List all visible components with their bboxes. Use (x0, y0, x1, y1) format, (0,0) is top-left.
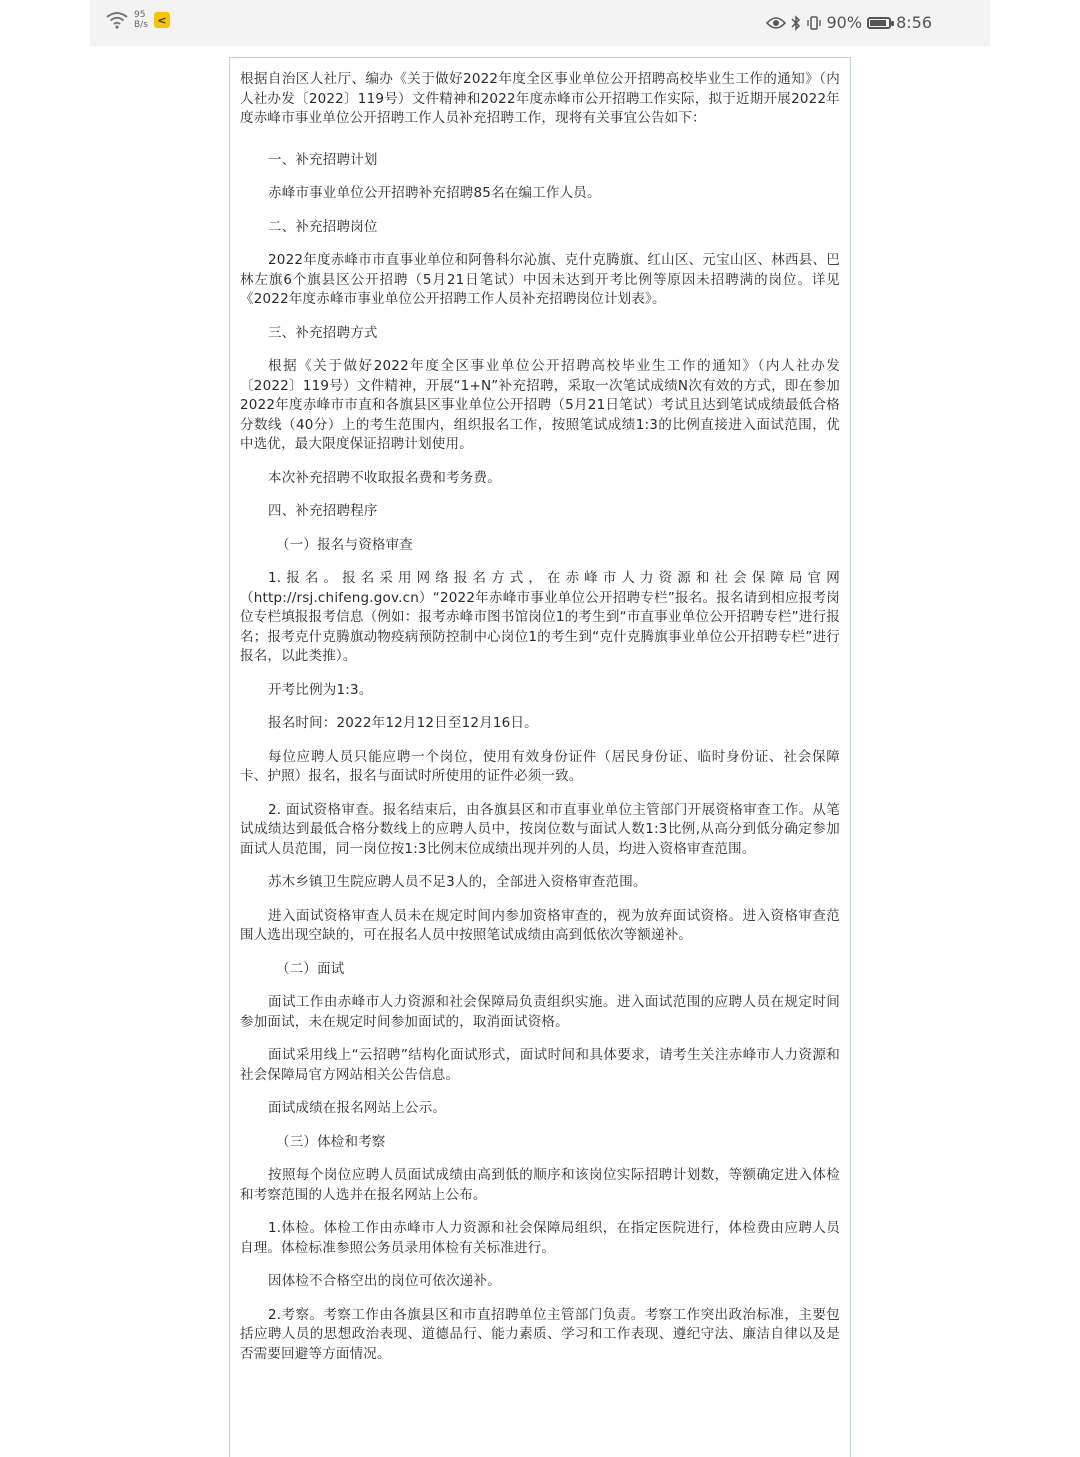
document-page (229, 57, 851, 1457)
section-heading-3: 三、补充招聘方式 (268, 324, 378, 341)
status-bar-right (766, 13, 933, 32)
bluetooth-icon (791, 15, 801, 31)
notification-app-glyph: < (157, 13, 167, 27)
paragraph: 报名时间：2022年12月12日至12月16日。 (268, 715, 538, 731)
paragraph: 每位应聘人员只能应聘一个岗位，使用有效身份证件（居民身份证、临时身份证、社会保障卡、护照）报名，报名与面试时所使用的证件必须一致。 (240, 748, 840, 784)
paragraph: 进入面试资格审查人员未在规定时间内参加资格审查的，视为放弃面试资格。进入资格审查范围人选出现空缺的，可在报名人员中按照笔试成绩由高到低依次等额递补。 (240, 907, 840, 943)
subsection-heading-2: （二）面试 (276, 960, 345, 977)
paragraph: 面试采用线上“云招聘”结构化面试形式，面试时间和具体要求，请考生关注赤峰市人力资源和社会保障局官方网站相关公告信息。 (240, 1047, 840, 1083)
eye-icon (766, 16, 786, 30)
intro-paragraph: 根据自治区人社厅、编办《关于做好2022年度全区事业单位公开招聘高校毕业生工作的通知》（内人社办发〔2022〕119号）文件精神和2022年度赤峰市公开招聘工作实际，拟于近期开展2022年度赤峰市事业单位公开招聘工作人员补充招聘工作，现将有关事宜公告如下： (240, 71, 840, 126)
clock: 8:56 (896, 13, 932, 32)
paragraph: 因体检不合格空出的岗位可依次递补。 (268, 1273, 501, 1289)
network-speed (134, 10, 148, 30)
paragraph: 赤峰市事业单位公开招聘补充招聘85名在编工作人员。 (268, 185, 601, 201)
battery-percent: 90% (826, 13, 863, 32)
paragraph: 开考比例为1:3。 (268, 681, 373, 698)
paragraph: 2.考察。考察工作由各旗县区和市直招聘单位主管部门负责。考察工作突出政治标准，主要包括应聘人员的思想政治表现、道德品行、能力素质、学习和工作表现、遵纪守法、廉洁自律以及是否需要回避等方面情况。 (240, 1306, 840, 1362)
paragraph: 1.体检。体检工作由赤峰市人力资源和社会保障局组织，在指定医院进行，体检费由应聘人员自理。体检标准参照公务员录用体检有关标准进行。 (240, 1220, 840, 1256)
section-heading-1: 一、补充招聘计划 (268, 151, 378, 168)
battery-level-fill (870, 20, 886, 26)
paragraph: 1.报名。报名采用网络报名方式，在赤峰市人力资源和社会保障局官网（http://rsj.chifeng.gov.cn）“2022年赤峰市事业单位公开招聘专栏”报名。报名请到相应报考岗位专栏填报报考信息（例如：报考赤峰市图书馆岗位1的考生到“市直事业单位公开招聘专栏”进行报名；报考克什克腾旗动物疫病预防控制中心岗位1的考生到“克什克腾旗事业单位公开招聘专栏”进行报名，以此类推）。 (240, 570, 840, 664)
paragraph: 本次补充招聘不收取报名费和考务费。 (268, 469, 501, 486)
paragraph: 面试工作由赤峰市人力资源和社会保障局负责组织实施。进入面试范围的应聘人员在规定时间参加面试，未在规定时间参加面试的，取消面试资格。 (240, 994, 840, 1030)
notification-app-icon (154, 12, 170, 28)
status-bar (90, 0, 990, 46)
paragraph: 2022年度赤峰市市直事业单位和阿鲁科尔沁旗、克什克腾旗、红山区、元宝山区、林西县、巴林左旗6个旗县区公开招聘（5月21日笔试）中因未达到开考比例等原因未招聘满的岗位。详见《2022年度赤峰市事业单位公开招聘工作人员补充招聘岗位计划表》。 (240, 252, 840, 307)
wifi-icon (106, 11, 128, 29)
vibrate-icon (806, 15, 822, 31)
status-bar-left (106, 10, 170, 30)
network-speed-value: 95 (134, 10, 146, 20)
section-heading-4: 四、补充招聘程序 (268, 503, 378, 519)
paragraph: 面试成绩在报名网站上公示。 (268, 1100, 447, 1116)
paragraph: 2. 面试资格审查。报名结束后，由各旗县区和市直事业单位主管部门开展资格审查工作。从笔试成绩达到最低合格分数线上的应聘人员中，按岗位数与面试人数1:3比例,从高分到低分确定参加面试人员范围，同一岗位按1:3比例末位成绩出现并列的人员，均进入资格审查范围。 (240, 801, 840, 857)
subsection-heading-3: （三）体检和考察 (276, 1133, 386, 1150)
battery-icon (867, 17, 891, 29)
paragraph: 根据《关于做好2022年度全区事业单位公开招聘高校毕业生工作的通知》（内人社办发〔2022〕119号）文件精神，开展“1+N”补充招聘，采取一次笔试成绩N次有效的方式，即在参加2022年度赤峰市市直和各旗县区事业单位公开招聘（5月21日笔试）考试且达到笔试成绩最低合格分数线（40分）上的考生范围内，组织报名工作，按照笔试成绩1:3的比例直接进入面试范围，优中选优，最大限度保证招聘计划使用。 (240, 358, 840, 452)
network-speed-unit: B/s (134, 20, 148, 30)
paragraph: 苏木乡镇卫生院应聘人员不足3人的，全部进入资格审查范围。 (268, 874, 647, 890)
paragraph: 按照每个岗位应聘人员面试成绩由高到低的顺序和该岗位实际招聘计划数，等额确定进入体检和考察范围的人选并在报名网站上公布。 (240, 1167, 840, 1203)
subsection-heading-1: （一）报名与资格审查 (276, 536, 413, 553)
section-heading-2: 二、补充招聘岗位 (268, 218, 378, 235)
